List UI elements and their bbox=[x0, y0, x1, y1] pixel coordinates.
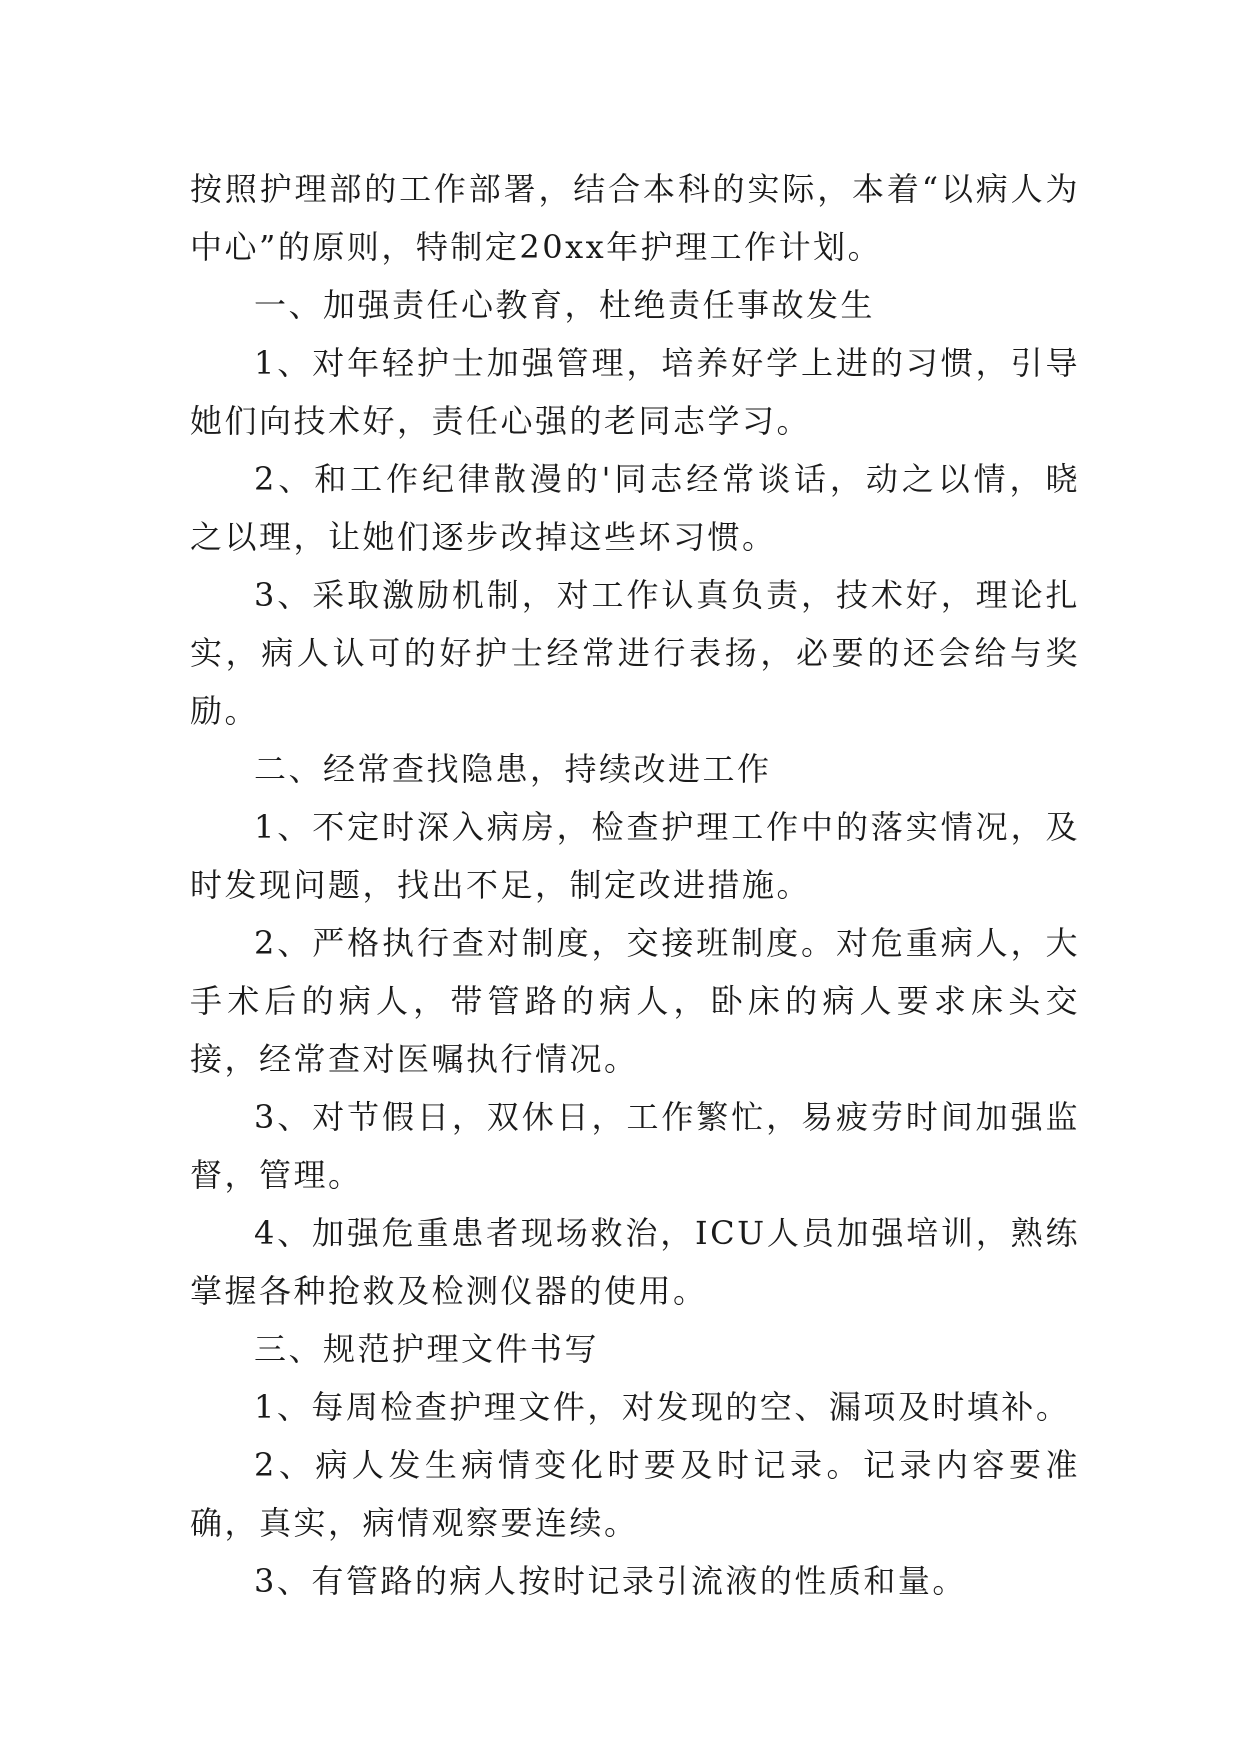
paragraph-3-3: 3、有管路的病人按时记录引流液的性质和量。 bbox=[254, 1562, 967, 1600]
paragraph-2-1: 1、不定时深入病房，检查护理工作中的落实情况，及时发现问题，找出不足，制定改进措施。 bbox=[190, 808, 1080, 904]
paragraph-intro: 按照护理部的工作部署，结合本科的实际，本着“以病人为中心”的原则，特制定20xx年护理工作计划。 bbox=[190, 170, 1080, 266]
paragraph-1-2: 2、和工作纪律散漫的'同志经常谈话，动之以情，晓之以理，让她们逐步改掉这些坏习惯。 bbox=[190, 460, 1080, 556]
paragraph-2-3: 3、对节假日，双休日，工作繁忙，易疲劳时间加强监督，管理。 bbox=[190, 1098, 1080, 1194]
paragraph-2-2: 2、严格执行查对制度，交接班制度。对危重病人，大手术后的病人，带管路的病人，卧床的病人要求床头交接，经常查对医嘱执行情况。 bbox=[190, 924, 1080, 1078]
paragraph-3-2: 2、病人发生病情变化时要及时记录。记录内容要准确，真实，病情观察要连续。 bbox=[190, 1446, 1080, 1542]
paragraph-2-4: 4、加强危重患者现场救治，ICU人员加强培训，熟练掌握各种抢救及检测仪器的使用。 bbox=[190, 1214, 1080, 1310]
paragraph-3-1: 1、每周检查护理文件，对发现的空、漏项及时填补。 bbox=[254, 1388, 1071, 1426]
document-body bbox=[190, 160, 1080, 1610]
paragraph-1-1: 1、对年轻护士加强管理，培养好学上进的习惯，引导她们向技术好，责任心强的老同志学习。 bbox=[190, 344, 1080, 440]
paragraph-1-3: 3、采取激励机制，对工作认真负责，技术好，理论扎实，病人认可的好护士经常进行表扬，必要的还会给与奖励。 bbox=[190, 576, 1080, 730]
section-heading-1: 一、加强责任心教育，杜绝责任事故发生 bbox=[254, 286, 876, 324]
section-heading-2: 二、经常查找隐患，持续改进工作 bbox=[254, 750, 772, 788]
section-heading-3: 三、规范护理文件书写 bbox=[254, 1330, 600, 1368]
